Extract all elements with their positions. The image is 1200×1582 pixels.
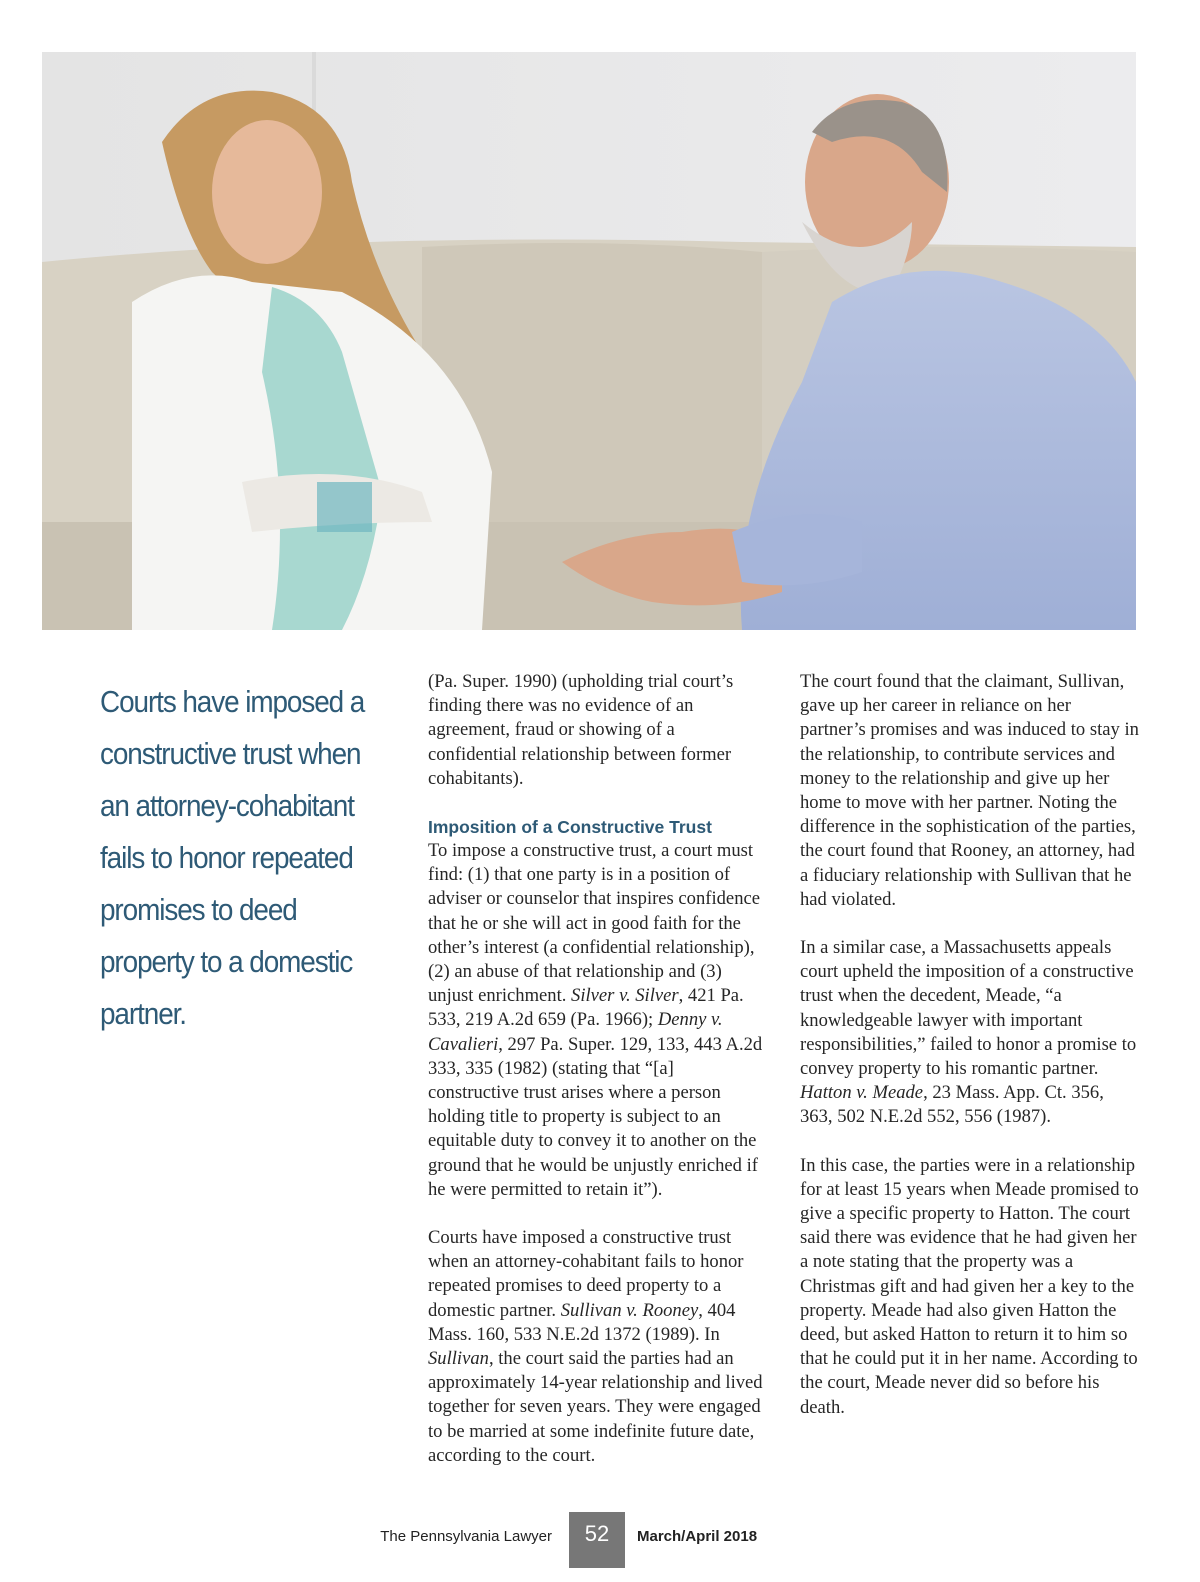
couple-on-sofa-photo — [42, 52, 1136, 630]
page-number: 52 — [569, 1512, 625, 1568]
text-run: To impose a constructive trust, a court must find: (1) that one party is in a position of adviser or counselor that inspires confidence that he or she will act in good faith for the other’s interest (a confidential relationship), (2) an abuse of that relationship and (3) unjust enrichment. — [428, 840, 760, 1007]
page-footer — [0, 1512, 1200, 1568]
text-run: , 404 Mass. 160, 533 N.E.2d 1372 (1989). In — [428, 1299, 736, 1345]
article-column-2 — [800, 670, 1140, 1444]
text-run: In a similar case, a Massachusetts appeals court upheld the imposition of a constructive trust when the decedent, Meade, “a knowledgeable lawyer with important responsibilities,” failed to honor a promise to convey property to his romantic partner. — [800, 937, 1137, 1080]
paragraph — [428, 839, 768, 1202]
case-citation: Hatton v. Meade — [800, 1082, 924, 1104]
paragraph: In this case, the parties were in a relationship for at least 15 years when Meade promised to give a specific property to Hatton. The court said there was evidence that he had given her a note stating that the property was a Christmas gift and had given her a key to the property. Meade had also given Hatton the deed, but asked Hatton to return it to him so that he could put it in her name. According to the court, Meade never did so before his death. — [800, 1154, 1139, 1418]
text-run: , 421 Pa. 533, 219 A.2d 659 (Pa. 1966); — [428, 985, 744, 1031]
case-citation: Sullivan v. Rooney — [560, 1299, 699, 1321]
paragraph: The court found that the claimant, Sullivan, gave up her career in reliance on her partner’s promises and was induced to stay in the relationship, to contribute services and money to the relationship and give up her home to move with her partner. Noting the difference in the sophistication of the parties, the court found that Rooney, an attorney, had a fiduciary relationship with Sullivan that he had violated. — [800, 671, 1139, 910]
pull-quote: Courts have imposed a constructive trust when an attorney-cohabitant fails to honor repeated promises to deed property to a domestic partner. — [100, 684, 365, 1031]
subheading: Imposition of a Constructive Trust — [428, 817, 712, 838]
paragraph — [428, 1226, 768, 1468]
text-run: , 23 Mass. App. Ct. 356, 363, 502 N.E.2d 552, 556 (1987). — [800, 1082, 1104, 1128]
paragraph: (Pa. Super. 1990) (upholding trial court’s finding there was no evidence of an agreement, fraud or showing of a confidential relationship between former cohabitants). — [428, 671, 734, 789]
text-run: , the court said the parties had an approximately 14-year relationship and lived together for seven years. They were engaged to be married at some indefinite future date, according to the court. — [428, 1348, 763, 1466]
paragraph — [800, 936, 1140, 1130]
issue-date: March/April 2018 — [637, 1528, 758, 1545]
text-run: , 297 Pa. Super. 129, 133, 443 A.2d 333, 335 (1982) (stating that “[a] constructive trust arises where a person holding title to property is subject to an equitable duty to convey it to another on the ground that he would be unjustly enriched if he were permitted to retain it”). — [428, 1033, 763, 1200]
case-citation: Sullivan — [428, 1348, 489, 1370]
publication-name: The Pennsylvania Lawyer — [380, 1528, 552, 1545]
case-citation: Denny v. Cavalieri — [428, 1009, 723, 1055]
text-run: Courts have imposed a constructive trust when an attorney-cohabitant fails to honor repeated promises to deed property to a domestic partner. — [428, 1227, 744, 1321]
case-citation: Silver v. Silver — [571, 985, 679, 1007]
article-column-1 — [428, 670, 768, 1492]
